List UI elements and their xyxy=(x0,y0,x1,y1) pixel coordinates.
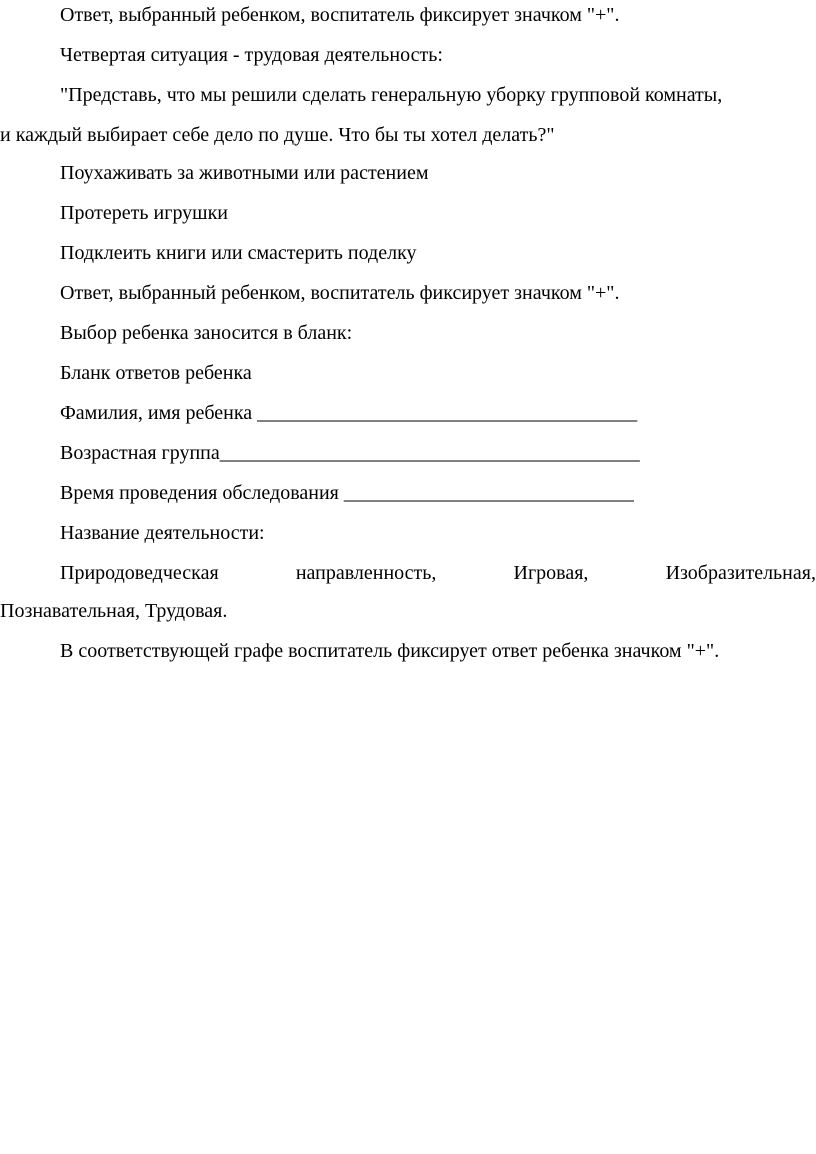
activity-play: Игровая, xyxy=(513,562,589,584)
option-books-crafts: Подклеить книги или смастерить поделку xyxy=(60,242,417,264)
option-animals-plants: Поухаживать за животными или растением xyxy=(60,162,429,184)
option-wipe-toys: Протереть игрушки xyxy=(60,202,228,224)
paragraph-answer-note-2: Ответ, выбранный ребенком, воспитатель фиксирует значком "+". xyxy=(60,282,620,304)
form-title: Бланк ответов ребенка xyxy=(60,362,252,384)
paragraph-quote-line-2: и каждый выбирает себе дело по душе. Что бы ты хотел делать?" xyxy=(0,124,555,146)
paragraph-answer-note-1: Ответ, выбранный ребенком, воспитатель фиксирует значком "+". xyxy=(60,4,620,26)
paragraph-quote-line-1: "Представь, что мы решили сделать генеральную уборку групповой комнаты, xyxy=(60,84,723,106)
activities-line-2: Познавательная, Трудовая. xyxy=(0,600,228,622)
form-field-child-name: Фамилия, имя ребенка ______________________________________ xyxy=(60,402,638,424)
activity-nature-direction: направленность, xyxy=(295,562,437,584)
form-field-exam-time: Время проведения обследования _____________________________ xyxy=(60,482,634,504)
activity-heading: Название деятельности: xyxy=(60,522,265,544)
paragraph-form-entry: Выбор ребенка заносится в бланк: xyxy=(60,322,353,344)
paragraph-final-note: В соответствующей графе воспитатель фиксирует ответ ребенка значком "+". xyxy=(60,640,720,662)
activity-nature: Природоведческая xyxy=(60,562,219,584)
activities-line-1 xyxy=(60,561,816,585)
paragraph-fourth-situation: Четвертая ситуация - трудовая деятельность: xyxy=(60,44,443,66)
activity-visual: Изобразительная, xyxy=(665,562,816,584)
form-field-age-group: Возрастная группа__________________________________________ xyxy=(60,442,640,464)
